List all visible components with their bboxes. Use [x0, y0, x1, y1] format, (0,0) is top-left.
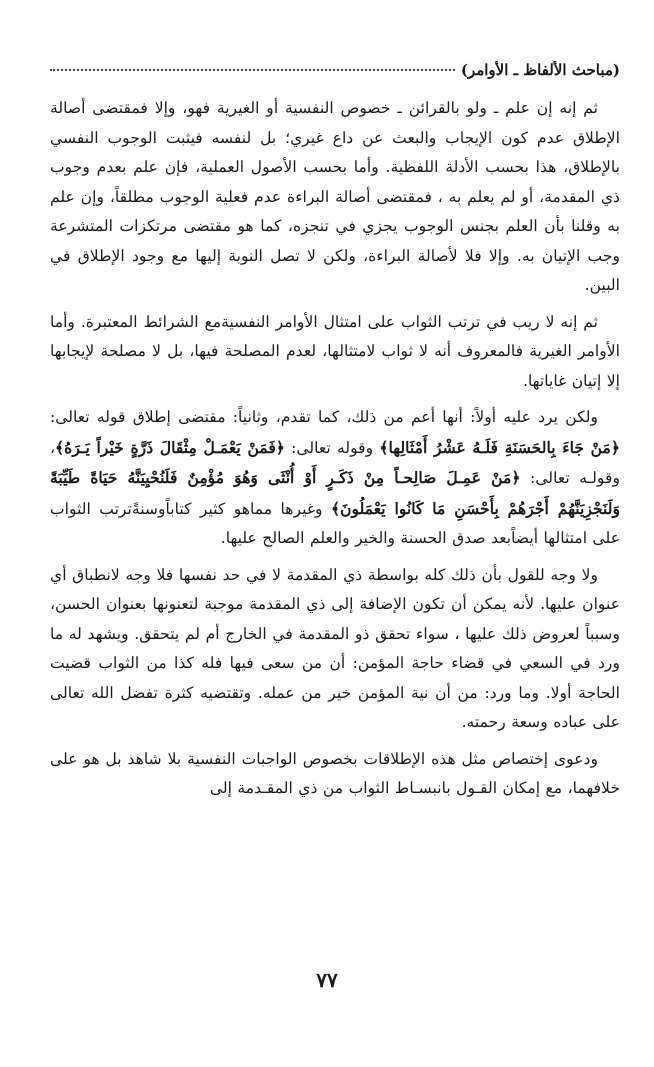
quran-verse: ﴿فَمَنْ يَعْمَـلْ مِثْقَالَ ذَرَّةٍ خَيْراً يَـرَهُ﴾ [55, 437, 285, 457]
text-run: وغيرها مماهو كثير كتاباًوسنةًترتب الثواب على امتثالها أيضاًبعد صدق الحسنة والخير والعلم الصالح عليها. [50, 499, 620, 547]
page-number: ٧٧ [316, 968, 338, 992]
header-title: (مباحث الألفاظ ـ الأوامر) [460, 61, 620, 79]
body-text [50, 94, 620, 804]
header-dotted-rule [50, 68, 455, 71]
text-run: ثم إنه إن علم ـ ولو بالقرائن ـ خصوص النفسية أو الغيرية فهو، وإلا فمقتضى أصالة الإطلاق عدم كون الإيجاب والبعث عن داع غيري؛ بل لنفسه فيثبت الوجوب النفسي بالإطلاق، هذا بحسب الأدلة اللفظية. وأما بحسب الأصول العملية، فإن علم بعدم وجوب ذي المقدمة، أو لم يعلم به ، فمقتضى أصالة البراءة عدم فعلية الوجوب مطلقاً، وإن علم به وقلنا بأن العلم بجنس الوجوب يجزي في تنجزه، كما هو مقتضى مرتكزات المتشرعة وجب الإتيان به. وإلا فلا لأصالة البراءة، ولكن لا تصل النوبة إليها مع وجود الإطلاق في البين. [50, 99, 620, 294]
text-run: وقوله تعالى: [284, 438, 380, 457]
paragraph [50, 94, 620, 301]
paragraph [50, 745, 620, 804]
text-run: ولا وجه للقول بأن ذلك كله بواسطة ذي المقدمة لا في حد نفسها فلا وجه لانطباق أي عنوان عليها. لأنه يمكن أن تكون الإضافة إلى ذي المقدمة موجبة لتعنونها بعنوان الحسن، وسبباً لعروض ذلك عليها ، سواء تحقق ذو المقدمة في الخارج أم لم يتحقق. ويشهد له ما ورد في السعي في قضاء حاجة المؤمن: أن من سعى فيها فله كذا من الثواب قضيت الحاجة أولا. وما ورد: من أن نية المؤمن خير من عمله. وتقتضيه كثرة تفضل الله تعالى على عباده وسعة رحمته. [50, 565, 620, 731]
paragraph [50, 403, 620, 554]
text-run: ودعوى إختصاص مثل هذه الإطلاقات بخصوص الواجبات النفسية بلا شاهد بل هو على خلافهما، مع إمكان القـول بانبسـاط الثواب من ذي المقـدمة إلى [50, 749, 620, 797]
text-run: ولكن يرد عليه أولاً: أنها أعم من ذلك، كما تقدم، وثانياً: مقتضى إطلاق قوله تعالى: [50, 408, 598, 426]
text-run: ، وقولـه تعالى: [50, 438, 620, 487]
quran-verse: ﴿مَنْ جَاءَ بِالحَسَنَةِ فَلَـهُ عَشْرُ أَمْثَالِها﴾ [379, 437, 621, 457]
running-header [50, 56, 620, 84]
paragraph [50, 561, 620, 738]
book-page [50, 56, 620, 1056]
paragraph [50, 308, 620, 397]
text-run: ثم إنه لا ريب في ترتب الثواب على امتثال الأوامر النفسيةمع الشرائط المعتبرة. وأما الأوامر الغيرية فالمعروف أنه لا ثواب لامتثالها، لعدم المصلحة فيها، بل لا مصلحة لإيجابها إلا إتيان غاياتها. [50, 312, 620, 390]
quran-verse: ﴿مَنْ عَمِـلَ صَالِحـاً مِنْ ذَكَـرٍ أَوْ أُنْثَى وَهُوَ مُؤْمِنٌ فَلَنُحْيِيَنَّهُ حَيَاةً طَيِّبَةً وَلَنَجْزِيَنَّهُمْ أَجْرَهُمْ بِأَحْسَنِ مَا كَانُوا يَعْمَلُونَ﴾ [50, 468, 620, 518]
